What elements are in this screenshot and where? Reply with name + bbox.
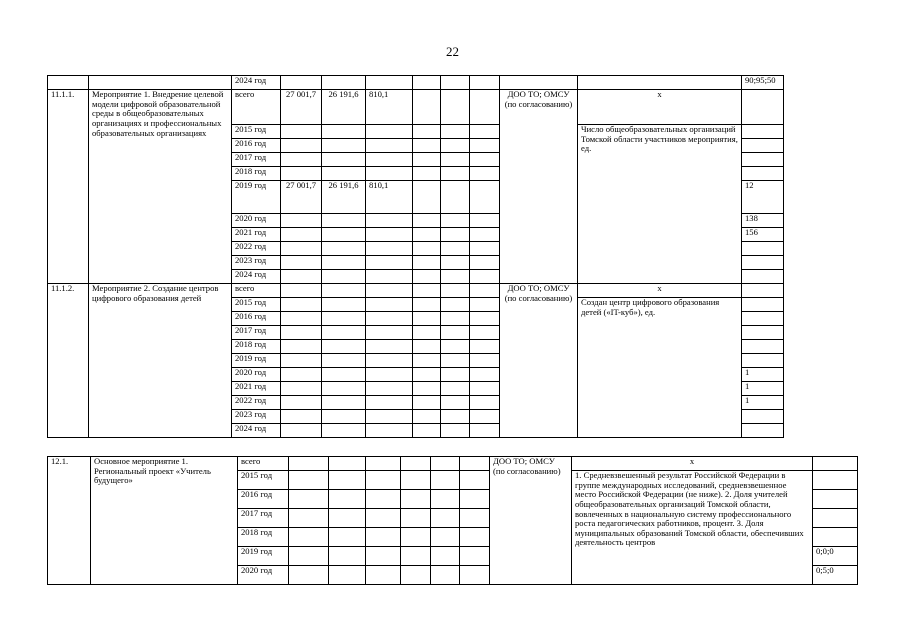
empty-cell: [441, 228, 470, 242]
empty-cell: [441, 242, 470, 256]
year-cell: 2019 год: [232, 181, 281, 214]
total-funding-cell: [281, 167, 322, 181]
empty-cell: [470, 76, 500, 90]
empty-cell: [441, 326, 470, 340]
indicator-value-cell: [813, 457, 858, 471]
empty-cell: [441, 153, 470, 167]
empty-cell: [441, 139, 470, 153]
empty-cell: [366, 457, 401, 471]
empty-cell: [460, 566, 490, 585]
empty-cell: [289, 490, 329, 509]
regional-funding-cell: 810,1: [366, 90, 413, 125]
empty-cell: [431, 490, 460, 509]
indicator-value-cell: 138: [742, 214, 784, 228]
empty-cell: [460, 490, 490, 509]
federal-funding-cell: [322, 326, 366, 340]
activity-name: Мероприятие 1. Внедрение целевой модели цифровой образовательной среды в общеобразовательных организациях и профессиональных образовательных организациях: [89, 90, 232, 284]
empty-cell: [470, 167, 500, 181]
empty-cell: [441, 410, 470, 424]
empty-cell: [329, 509, 366, 528]
empty-cell: [329, 471, 366, 490]
year-cell: 2020 год: [232, 368, 281, 382]
program-table-activity-12: [47, 456, 858, 585]
indicator-value-cell: [742, 167, 784, 181]
year-cell: 2020 год: [232, 214, 281, 228]
year-cell: всего: [232, 90, 281, 125]
empty-cell: [366, 547, 401, 566]
total-funding-cell: 27 001,7: [281, 181, 322, 214]
indicator-value-cell: [742, 340, 784, 354]
empty-cell: [470, 242, 500, 256]
year-cell: 2016 год: [232, 312, 281, 326]
year-cell: 2018 год: [238, 528, 289, 547]
empty-cell: [431, 457, 460, 471]
indicator-value-cell: 0;5;0: [813, 566, 858, 585]
regional-funding-cell: [366, 256, 413, 270]
federal-funding-cell: [322, 410, 366, 424]
empty-cell: [89, 76, 232, 90]
empty-cell: [289, 509, 329, 528]
regional-funding-cell: [366, 312, 413, 326]
regional-funding-cell: 810,1: [366, 181, 413, 214]
indicator-value-cell: [742, 139, 784, 153]
indicator-value-cell: [742, 410, 784, 424]
empty-cell: [441, 368, 470, 382]
empty-cell: [470, 284, 500, 298]
empty-cell: [470, 424, 500, 438]
executor-cell: ДОО ТО; ОМСУ (по согласованию): [500, 284, 578, 438]
empty-cell: [441, 340, 470, 354]
year-cell: 2016 год: [238, 490, 289, 509]
empty-cell: [413, 125, 441, 139]
federal-funding-cell: [322, 270, 366, 284]
federal-funding-cell: [322, 125, 366, 139]
empty-cell: [460, 547, 490, 566]
year-cell: всего: [232, 284, 281, 298]
year-cell: 2024 год: [232, 270, 281, 284]
empty-cell: [289, 547, 329, 566]
regional-funding-cell: [366, 125, 413, 139]
empty-cell: [413, 153, 441, 167]
empty-cell: [413, 424, 441, 438]
federal-funding-cell: [322, 298, 366, 312]
empty-cell: [470, 396, 500, 410]
empty-cell: [470, 368, 500, 382]
regional-funding-cell: [366, 396, 413, 410]
indicator-value-cell: [742, 326, 784, 340]
empty-cell: [413, 256, 441, 270]
page-number: 22: [446, 44, 459, 59]
empty-cell: [431, 547, 460, 566]
total-funding-cell: [281, 410, 322, 424]
empty-cell: [281, 76, 322, 90]
federal-funding-cell: [322, 139, 366, 153]
empty-cell: [470, 181, 500, 214]
x-mark-cell: x: [572, 457, 813, 471]
empty-cell: [413, 139, 441, 153]
activity-code: 11.1.2.: [48, 284, 89, 438]
empty-cell: [441, 270, 470, 284]
empty-cell: [470, 312, 500, 326]
regional-funding-cell: [366, 340, 413, 354]
empty-cell: [289, 471, 329, 490]
empty-cell: [289, 457, 329, 471]
federal-funding-cell: [322, 167, 366, 181]
indicator-name-cell: 1. Средневзвешенный результат Российской Федерации в группе международных исследований, средневзвешенное место Российской Федерации (не ниже). 2. Доля учителей общеобразовательных организаций Томской области, вовлеченных в национальную систему профессионального роста педагогических работников, процент. 3. Доля муниципальных образований Томской области, обеспечивших деятельность центров: [572, 471, 813, 585]
empty-cell: [366, 490, 401, 509]
total-funding-cell: [281, 242, 322, 256]
federal-funding-cell: [322, 256, 366, 270]
federal-funding-cell: [322, 424, 366, 438]
empty-cell: [413, 396, 441, 410]
year-cell: 2024 год: [232, 76, 281, 90]
indicator-value-cell: [742, 242, 784, 256]
regional-funding-cell: [366, 368, 413, 382]
indicator-value-cell: [742, 270, 784, 284]
empty-cell: [413, 382, 441, 396]
empty-cell: [413, 76, 441, 90]
total-funding-cell: [281, 312, 322, 326]
empty-cell: [470, 90, 500, 125]
empty-cell: [470, 270, 500, 284]
empty-cell: [413, 368, 441, 382]
empty-cell: [441, 76, 470, 90]
year-cell: 2022 год: [232, 242, 281, 256]
empty-cell: [500, 76, 578, 90]
activity-code: 12.1.: [48, 457, 91, 585]
empty-cell: [441, 298, 470, 312]
indicator-value-cell: [742, 312, 784, 326]
activity-name: Основное мероприятие 1. Региональный проект «Учитель будущего»: [91, 457, 238, 585]
year-cell: 2015 год: [232, 298, 281, 312]
indicator-value-cell: [742, 424, 784, 438]
indicator-value-cell: 90;95;50: [742, 76, 784, 90]
empty-cell: [329, 566, 366, 585]
regional-funding-cell: [366, 139, 413, 153]
empty-cell: [470, 340, 500, 354]
empty-cell: [470, 256, 500, 270]
empty-cell: [441, 167, 470, 181]
empty-cell: [413, 214, 441, 228]
empty-cell: [366, 509, 401, 528]
empty-cell: [441, 312, 470, 326]
empty-cell: [470, 228, 500, 242]
empty-cell: [441, 214, 470, 228]
program-table-activities-11: [47, 75, 784, 438]
total-funding-cell: [281, 139, 322, 153]
total-funding-cell: [281, 153, 322, 167]
empty-cell: [441, 354, 470, 368]
year-cell: 2019 год: [232, 354, 281, 368]
empty-cell: [470, 125, 500, 139]
empty-cell: [460, 528, 490, 547]
table-row: [48, 457, 858, 471]
empty-cell: [431, 528, 460, 547]
empty-cell: [413, 298, 441, 312]
empty-cell: [401, 528, 431, 547]
empty-cell: [470, 410, 500, 424]
year-cell: 2015 год: [232, 125, 281, 139]
empty-cell: [431, 566, 460, 585]
indicator-name-cell: Создан центр цифрового образования детей («IT-куб»), ед.: [578, 298, 742, 438]
indicator-value-cell: 12: [742, 181, 784, 214]
empty-cell: [470, 298, 500, 312]
federal-funding-cell: 26 191,6: [322, 90, 366, 125]
empty-cell: [441, 424, 470, 438]
indicator-value-cell: 0;0;0: [813, 547, 858, 566]
regional-funding-cell: [366, 284, 413, 298]
empty-cell: [289, 566, 329, 585]
indicator-value-cell: [813, 509, 858, 528]
empty-cell: [470, 139, 500, 153]
federal-funding-cell: [322, 153, 366, 167]
empty-cell: [470, 326, 500, 340]
year-cell: 2017 год: [238, 509, 289, 528]
empty-cell: [441, 284, 470, 298]
year-cell: 2022 год: [232, 396, 281, 410]
federal-funding-cell: 26 191,6: [322, 181, 366, 214]
year-cell: 2021 год: [232, 228, 281, 242]
year-cell: 2024 год: [232, 424, 281, 438]
year-cell: 2019 год: [238, 547, 289, 566]
empty-cell: [401, 490, 431, 509]
regional-funding-cell: [366, 167, 413, 181]
empty-cell: [401, 547, 431, 566]
regional-funding-cell: [366, 410, 413, 424]
indicator-value-cell: [742, 256, 784, 270]
regional-funding-cell: [366, 270, 413, 284]
total-funding-cell: [281, 396, 322, 410]
federal-funding-cell: [322, 214, 366, 228]
empty-cell: [441, 382, 470, 396]
indicator-value-cell: 1: [742, 382, 784, 396]
indicator-value-cell: [742, 354, 784, 368]
year-cell: 2017 год: [232, 326, 281, 340]
indicator-value-cell: [813, 528, 858, 547]
activity-name: Мероприятие 2. Создание центров цифрового образования детей: [89, 284, 232, 438]
total-funding-cell: [281, 284, 322, 298]
empty-cell: [441, 125, 470, 139]
indicator-value-cell: [742, 284, 784, 298]
empty-cell: [441, 396, 470, 410]
x-mark-cell: x: [578, 90, 742, 125]
empty-cell: [329, 490, 366, 509]
empty-cell: [413, 90, 441, 125]
executor-cell: ДОО ТО; ОМСУ (по согласованию): [490, 457, 572, 585]
federal-funding-cell: [322, 354, 366, 368]
federal-funding-cell: [322, 242, 366, 256]
indicator-value-cell: 1: [742, 368, 784, 382]
total-funding-cell: [281, 270, 322, 284]
regional-funding-cell: [366, 326, 413, 340]
empty-cell: [366, 76, 413, 90]
total-funding-cell: [281, 326, 322, 340]
empty-cell: [460, 457, 490, 471]
empty-cell: [413, 181, 441, 214]
regional-funding-cell: [366, 424, 413, 438]
total-funding-cell: [281, 424, 322, 438]
year-cell: 2023 год: [232, 410, 281, 424]
regional-funding-cell: [366, 354, 413, 368]
indicator-value-cell: [742, 153, 784, 167]
year-cell: 2020 год: [238, 566, 289, 585]
federal-funding-cell: [322, 340, 366, 354]
empty-cell: [366, 528, 401, 547]
empty-cell: [366, 566, 401, 585]
indicator-value-cell: 156: [742, 228, 784, 242]
year-cell: всего: [238, 457, 289, 471]
year-cell: 2018 год: [232, 167, 281, 181]
indicator-name-cell: Число общеобразовательных организаций Томской области участников мероприятия, ед.: [578, 125, 742, 284]
empty-cell: [329, 547, 366, 566]
regional-funding-cell: [366, 153, 413, 167]
empty-cell: [413, 167, 441, 181]
empty-cell: [460, 509, 490, 528]
empty-cell: [413, 270, 441, 284]
total-funding-cell: [281, 214, 322, 228]
total-funding-cell: [281, 340, 322, 354]
year-cell: 2016 год: [232, 139, 281, 153]
executor-cell: ДОО ТО; ОМСУ (по согласованию): [500, 90, 578, 284]
year-cell: 2018 год: [232, 340, 281, 354]
empty-cell: [401, 457, 431, 471]
empty-cell: [413, 242, 441, 256]
empty-cell: [578, 76, 742, 90]
table-row: [48, 90, 784, 125]
indicator-value-cell: [813, 490, 858, 509]
empty-cell: [329, 457, 366, 471]
federal-funding-cell: [322, 228, 366, 242]
empty-cell: [413, 340, 441, 354]
indicator-value-cell: [742, 90, 784, 125]
empty-cell: [460, 471, 490, 490]
empty-cell: [322, 76, 366, 90]
total-funding-cell: [281, 228, 322, 242]
empty-cell: [413, 326, 441, 340]
empty-cell: [413, 312, 441, 326]
indicator-value-cell: 1: [742, 396, 784, 410]
federal-funding-cell: [322, 396, 366, 410]
indicator-value-cell: [742, 125, 784, 139]
empty-cell: [329, 528, 366, 547]
federal-funding-cell: [322, 368, 366, 382]
year-cell: 2015 год: [238, 471, 289, 490]
indicator-value-cell: [742, 298, 784, 312]
empty-cell: [366, 471, 401, 490]
federal-funding-cell: [322, 312, 366, 326]
federal-funding-cell: [322, 382, 366, 396]
empty-cell: [401, 509, 431, 528]
empty-cell: [431, 471, 460, 490]
table-row: [48, 76, 784, 90]
empty-cell: [431, 509, 460, 528]
empty-cell: [470, 382, 500, 396]
empty-cell: [413, 284, 441, 298]
empty-cell: [401, 471, 431, 490]
empty-cell: [441, 256, 470, 270]
x-mark-cell: x: [578, 284, 742, 298]
regional-funding-cell: [366, 214, 413, 228]
indicator-value-cell: [813, 471, 858, 490]
total-funding-cell: [281, 125, 322, 139]
empty-cell: [470, 214, 500, 228]
total-funding-cell: [281, 354, 322, 368]
empty-cell: [470, 354, 500, 368]
empty-cell: [413, 228, 441, 242]
empty-cell: [48, 76, 89, 90]
regional-funding-cell: [366, 382, 413, 396]
federal-funding-cell: [322, 284, 366, 298]
empty-cell: [470, 153, 500, 167]
total-funding-cell: [281, 382, 322, 396]
regional-funding-cell: [366, 228, 413, 242]
empty-cell: [401, 566, 431, 585]
empty-cell: [441, 181, 470, 214]
total-funding-cell: [281, 256, 322, 270]
year-cell: 2017 год: [232, 153, 281, 167]
empty-cell: [413, 410, 441, 424]
activity-code: 11.1.1.: [48, 90, 89, 284]
regional-funding-cell: [366, 298, 413, 312]
empty-cell: [289, 528, 329, 547]
empty-cell: [413, 354, 441, 368]
regional-funding-cell: [366, 242, 413, 256]
year-cell: 2021 год: [232, 382, 281, 396]
total-funding-cell: [281, 298, 322, 312]
empty-cell: [441, 90, 470, 125]
table-row: [48, 284, 784, 298]
total-funding-cell: [281, 368, 322, 382]
year-cell: 2023 год: [232, 256, 281, 270]
total-funding-cell: 27 001,7: [281, 90, 322, 125]
